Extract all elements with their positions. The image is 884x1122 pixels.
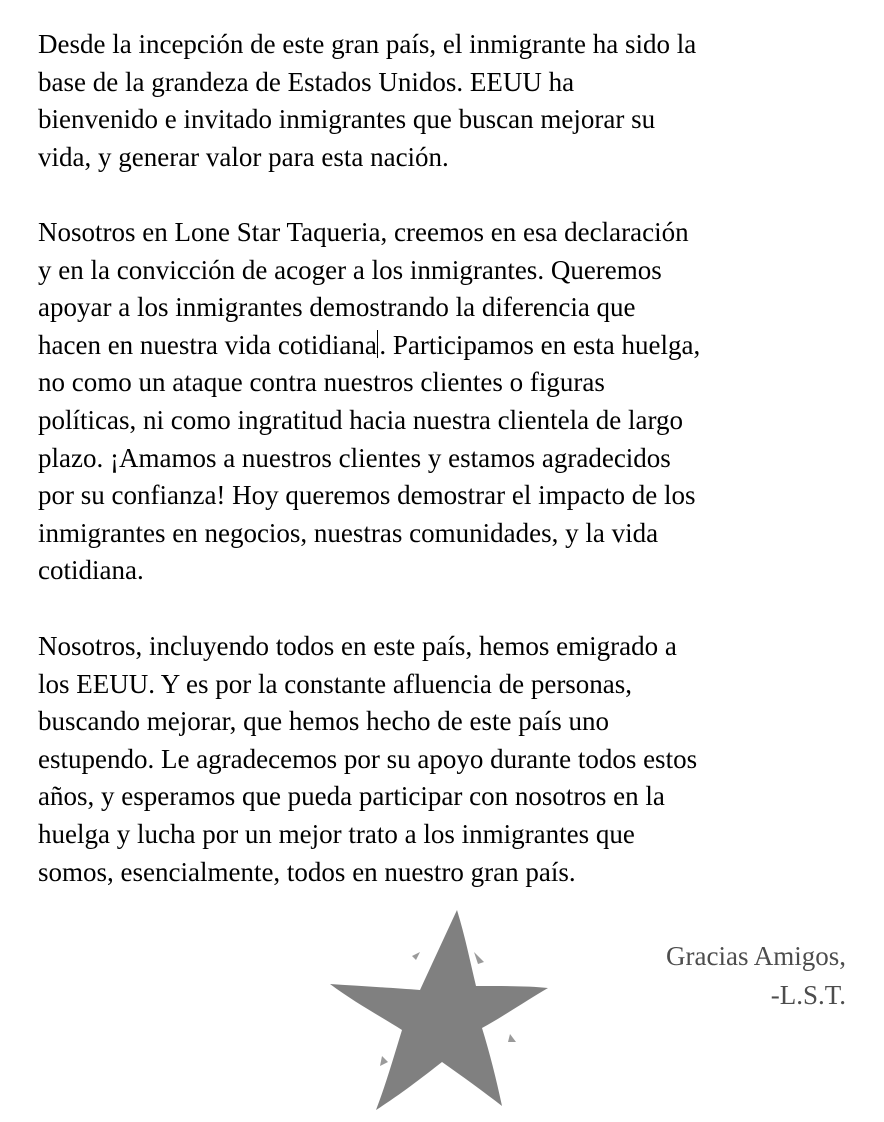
text-line: Nosotros, incluyendo todos en este país, hemos emigrado a [38, 631, 677, 661]
star-shape [330, 910, 548, 1110]
text-line: no como un ataque contra nuestros clientes o figuras [38, 367, 605, 398]
text-line-with-caret[interactable] [38, 327, 868, 365]
text-line: base de la grandeza de Estados Unidos. EEUU ha [38, 66, 575, 97]
text-line: buscando mejorar, que hemos hecho de este país uno [38, 706, 609, 737]
text-line: plazo. ¡Amamos a nuestros clientes y estamos agradecidos [38, 442, 671, 473]
text-line: inmigrantes en negocios, nuestras comunidades, y la vida [38, 517, 659, 548]
paragraph-lone-star [38, 214, 868, 590]
text-line: Nosotros en Lone Star Taqueria, creemos en esa declaración [38, 217, 689, 247]
text-segment: . Participamos en esta huelga, [379, 329, 701, 360]
text-line: bienvenido e invitado inmigrantes que buscan mejorar su [38, 104, 656, 135]
text-line: cotidiana. [38, 555, 144, 586]
text-line: políticas, ni como ingratitud hacia nuestra clientela de largo [38, 404, 684, 435]
text-line: apoyar a los inmigrantes demostrando la diferencia que [38, 292, 636, 323]
text-line: Desde la incepción de este gran país, el inmigrante ha sido la [38, 29, 697, 59]
text-line: por su confianza! Hoy queremos demostrar el impacto de los [38, 480, 696, 511]
text-line: estupendo. Le agradecemos por su apoyo durante todos estos [38, 743, 698, 774]
text-line: años, y esperamos que pueda participar con nosotros en la [38, 781, 665, 812]
star-icon [324, 906, 554, 1114]
paragraph-intro [38, 26, 868, 176]
signature-initials: -L.S.T. [770, 980, 846, 1010]
star-accent [380, 1056, 388, 1066]
star-accent [412, 952, 420, 960]
text-line: los EEUU. Y es por la constante afluencia de personas, [38, 668, 633, 699]
text-line: vida, y generar valor para esta nación. [38, 141, 449, 172]
text-line: huelga y lucha por un mejor trato a los inmigrantes que [38, 818, 635, 849]
text-line: y en la convicción de acoger a los inmigrantes. Queremos [38, 254, 662, 285]
text-line: somos, esencialmente, todos en nuestro gran país. [38, 856, 576, 887]
star-accent [474, 952, 484, 964]
paragraph-closing [38, 628, 868, 891]
text-segment: hacen en nuestra vida cotidiana [38, 329, 377, 360]
signature-greeting: Gracias Amigos, [666, 941, 846, 971]
star-accent [508, 1034, 516, 1042]
